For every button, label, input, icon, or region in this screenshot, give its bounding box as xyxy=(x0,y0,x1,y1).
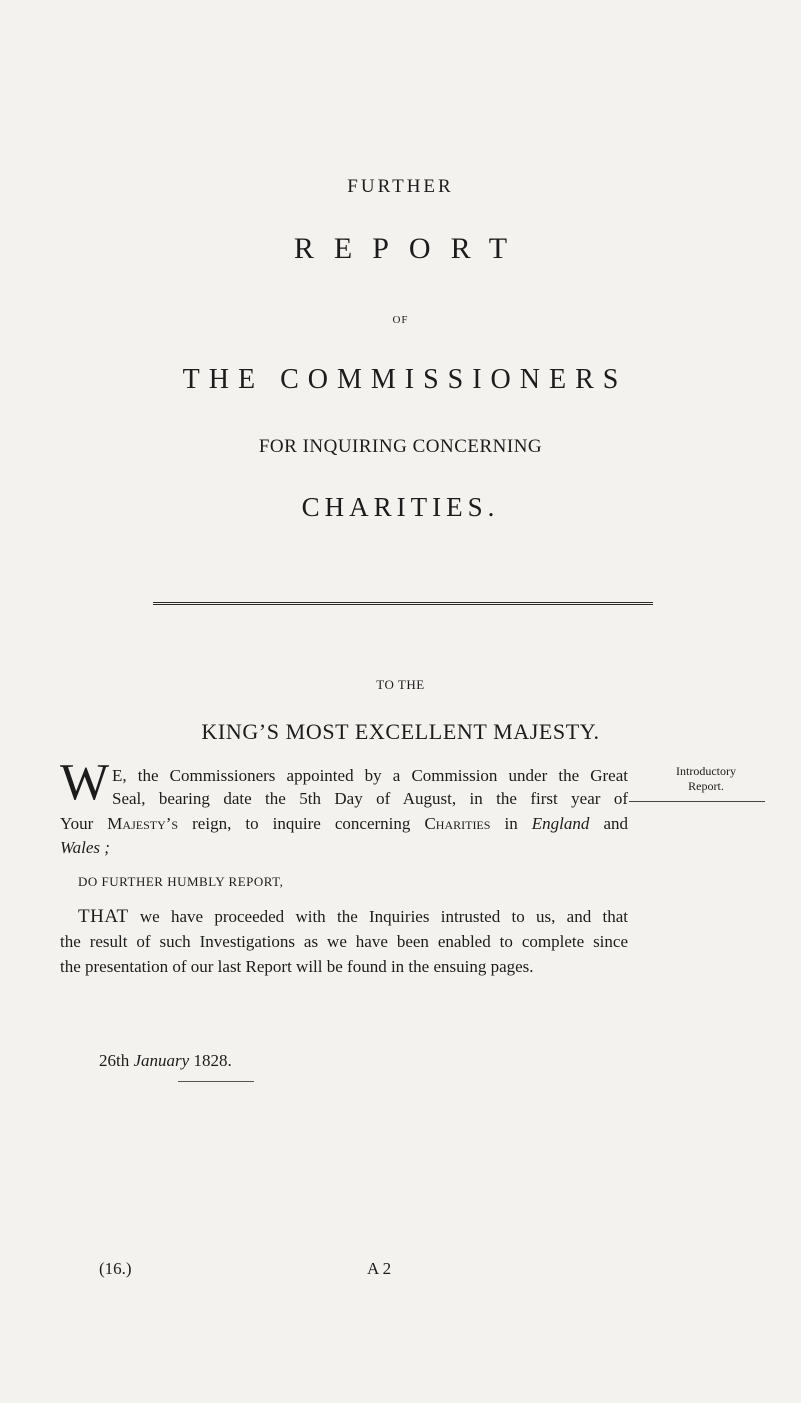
paragraph1-line4: Wales ; xyxy=(60,838,110,857)
paragraph2-line1-rest: we have proceeded with the Inquiries intrusted to us, and that xyxy=(128,907,628,926)
double-rule-divider xyxy=(153,602,653,605)
title-charities: CHARITIES. xyxy=(301,492,500,522)
paragraph1-line3 xyxy=(60,812,628,836)
line3-and: and xyxy=(589,814,628,833)
title-of: OF xyxy=(392,314,409,326)
address-majesty: KING’S MOST EXCELLENT MAJESTY. xyxy=(201,719,600,744)
line3-in: in xyxy=(490,814,532,833)
margin-note-line1: Introductory xyxy=(676,764,736,778)
title-report: REPORT xyxy=(293,232,528,265)
title-further: FURTHER xyxy=(347,176,454,197)
title-commissioners: THE COMMISSIONERS xyxy=(182,364,628,395)
margin-note xyxy=(651,764,761,794)
line3-england: England xyxy=(531,814,590,833)
footer-signature: A 2 xyxy=(367,1259,392,1278)
date-year: 1828. xyxy=(189,1051,232,1070)
short-rule xyxy=(178,1081,254,1082)
margin-note-rule xyxy=(629,801,765,802)
paragraph1-line2: Seal, bearing date the 5th Day of August, in the first year of xyxy=(112,789,628,808)
paragraph2-line3: the presentation of our last Report will be found in the ensuing pages. xyxy=(60,957,534,976)
line3-majesty: Majesty’s xyxy=(107,814,179,833)
margin-note-line2: Report. xyxy=(688,779,724,793)
drop-cap: W xyxy=(60,754,110,811)
date-line xyxy=(99,1051,232,1071)
footer-number: (16.) xyxy=(99,1259,132,1278)
date-day: 26th xyxy=(99,1051,134,1070)
line3-pre: Your xyxy=(60,814,108,833)
line3-mid: reign, to inquire concerning xyxy=(178,814,425,833)
paragraph2-line2: the result of such Investigations as we have been enabled to complete since xyxy=(60,932,628,951)
title-for-inquiring: FOR INQUIRING CONCERNING xyxy=(258,436,543,457)
line3-charities: Charities xyxy=(424,814,491,833)
date-month: January xyxy=(133,1051,190,1070)
address-to-the: TO THE xyxy=(376,677,425,692)
paragraph1-line1: E, the Commissioners appointed by a Commission under the Great xyxy=(112,766,628,785)
paragraph2-line1 xyxy=(78,905,628,929)
humbly-report: DO FURTHER HUMBLY REPORT, xyxy=(78,874,284,889)
that-word: THAT xyxy=(78,906,129,927)
